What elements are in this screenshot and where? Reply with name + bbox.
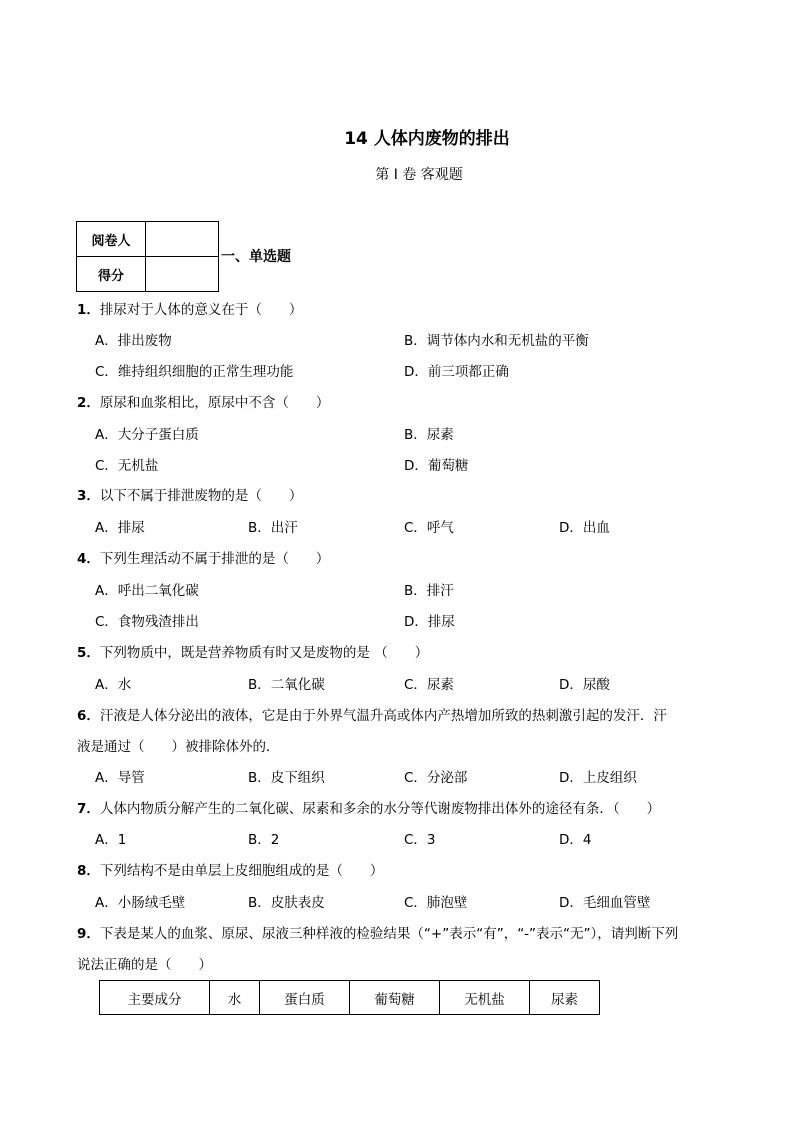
question-number: 5．: [77, 645, 100, 661]
option-c: C．呼气: [404, 520, 454, 536]
option-a: A．排尿: [95, 520, 145, 536]
question-number: 4．: [77, 551, 100, 567]
option-a: A．水: [95, 677, 132, 693]
section-title: 一、单选题: [221, 249, 291, 265]
option-a: A．大分子蛋白质: [95, 427, 199, 443]
table-header-cell: 蛋白质: [260, 981, 350, 1015]
question-text: 排尿对于人体的意义在于（ ）: [99, 302, 303, 318]
question-4: [77, 550, 329, 568]
table-row: [100, 981, 600, 1015]
option-b: B．皮肤表皮: [248, 895, 325, 911]
question-number: 9．: [77, 926, 100, 942]
option-d: D．排尿: [404, 614, 455, 630]
question-text: 原尿和血浆相比，原尿中不含（ ）: [99, 395, 330, 411]
table-header-cell: 无机盐: [440, 981, 530, 1015]
question-number: 2．: [77, 395, 100, 411]
option-d: D．尿酸: [559, 677, 610, 693]
question-number: 8．: [77, 863, 100, 879]
question-text: 汗液是人体分泌出的液体，它是由于外界气温升高或体内产热增加所致的热刺激引起的发汗．汗: [99, 708, 667, 724]
table-header-cell: 水: [210, 981, 260, 1015]
score-blank: [146, 257, 219, 292]
option-a: A．小肠绒毛壁: [95, 895, 186, 911]
reviewer-label: 阅卷人: [77, 222, 146, 257]
question-5: [77, 644, 428, 662]
table-header-cell: 主要成分: [100, 981, 210, 1015]
question-3: [77, 487, 302, 505]
score-box: [76, 221, 219, 292]
option-c: C．维持组织细胞的正常生理功能: [95, 364, 294, 380]
option-b: B．出汗: [248, 520, 298, 536]
option-d: D．上皮组织: [559, 770, 637, 786]
question-8: [77, 862, 383, 880]
option-a: A．排出废物: [95, 333, 172, 349]
option-a: A．1: [95, 832, 127, 848]
question-9-continued: 说法正确的是（ ）: [77, 957, 212, 973]
question-number: 6．: [77, 708, 100, 724]
question-number: 7．: [77, 801, 100, 817]
option-b: B．二氧化碳: [248, 677, 325, 693]
question-1: [77, 301, 302, 319]
option-d: D．前三项都正确: [404, 364, 509, 380]
question-9: [77, 925, 678, 943]
option-c: C．分泌部: [404, 770, 468, 786]
question-2: [77, 394, 329, 412]
question-text: 下列物质中，既是营养物质有时又是废物的是 （ ）: [99, 645, 429, 661]
question-text: 下列生理活动不属于排泄的是（ ）: [99, 551, 330, 567]
question-text: 人体内物质分解产生的二氧化碳、尿素和多余的水分等代谢废物排出体外的途径有条．（ ）: [99, 801, 661, 817]
option-b: B．排汗: [404, 583, 454, 599]
option-a: A．呼出二氧化碳: [95, 583, 199, 599]
option-b: B．调节体内水和无机盐的平衡: [404, 333, 589, 349]
option-c: C．3: [404, 832, 436, 848]
reviewer-blank: [146, 222, 219, 257]
option-b: B．皮下组织: [248, 770, 325, 786]
option-c: C．食物残渣排出: [95, 614, 199, 630]
table-header-cell: 尿素: [530, 981, 600, 1015]
page-title: 14 人体内废物的排出: [344, 129, 510, 149]
question-number: 1．: [77, 302, 100, 318]
option-b: B．2: [248, 832, 280, 848]
score-label: 得分: [77, 257, 146, 292]
option-b: B．尿素: [404, 427, 454, 443]
question-text: 下表是某人的血浆、原尿、尿液三种样液的检验结果（“+”表示“有”，“-”表示“无”），请判断下列: [99, 926, 679, 942]
option-a: A．导管: [95, 770, 145, 786]
option-c: C．肺泡壁: [404, 895, 468, 911]
question-text: 以下不属于排泄废物的是（ ）: [99, 488, 303, 504]
page-subtitle: 第 I 卷 客观题: [375, 167, 463, 183]
option-c: C．无机盐: [95, 458, 159, 474]
option-c: C．尿素: [404, 677, 454, 693]
option-d: D．出血: [559, 520, 610, 536]
component-table: [99, 980, 600, 1015]
option-d: D．4: [559, 832, 592, 848]
question-number: 3．: [77, 488, 100, 504]
option-d: D．毛细血管壁: [559, 895, 651, 911]
option-d: D．葡萄糖: [404, 458, 469, 474]
question-text: 下列结构不是由单层上皮细胞组成的是（ ）: [99, 863, 384, 879]
question-6-continued: 液是通过（ ）被排除体外的．: [77, 739, 280, 755]
question-7: [77, 800, 660, 818]
table-header-cell: 葡萄糖: [350, 981, 440, 1015]
question-6: [77, 707, 667, 725]
